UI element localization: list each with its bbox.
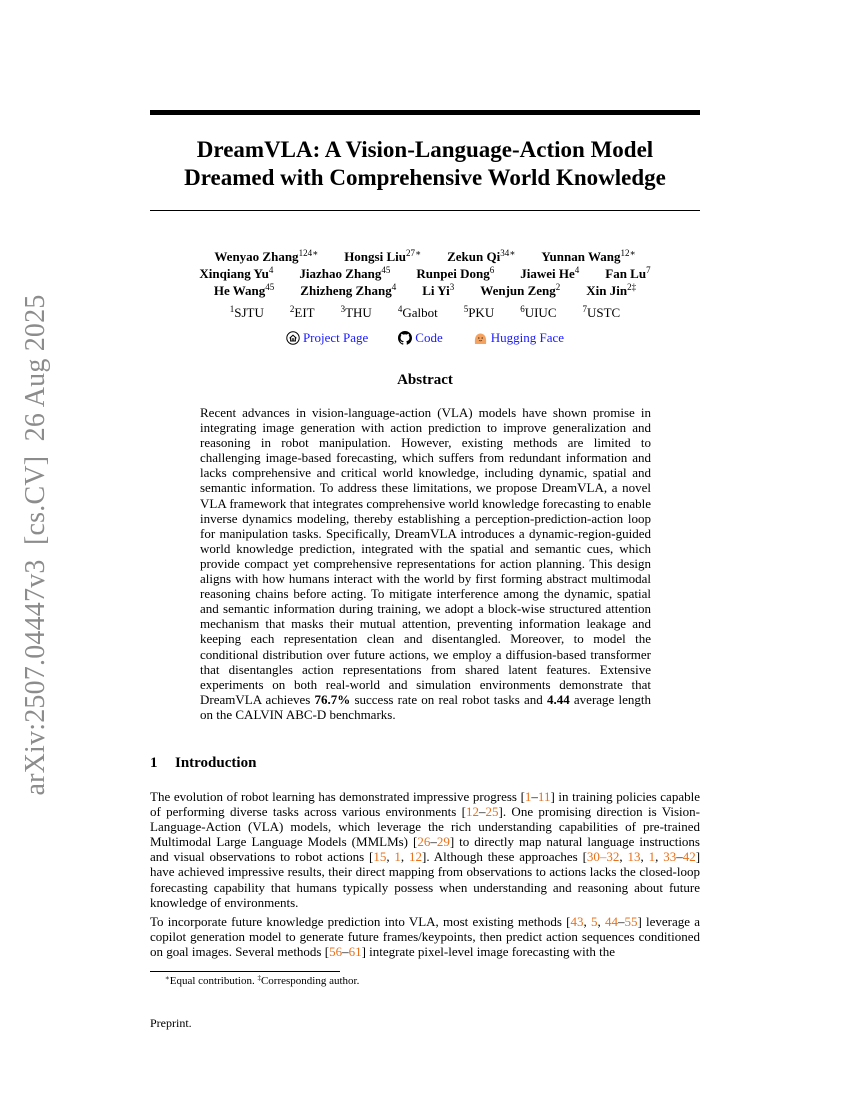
arxiv-identifier-stamp: arXiv:2507.04447v3 [cs.CV] 26 Aug 2025 [20, 294, 51, 796]
footnote: ∗Equal contribution. ‡Corresponding author. [165, 974, 360, 987]
section-number: 1 [150, 755, 158, 771]
author: Zhizheng Zhang$^4$ [300, 282, 397, 298]
affiliation: $^3$THU [340, 304, 372, 320]
author: Yunnan Wang$^{12∗}$ [541, 248, 636, 264]
author: Li Yi$^3$ [422, 282, 455, 298]
author-row-3 [150, 282, 700, 299]
author: He Wang$^{45}$ [213, 282, 275, 298]
citation-link[interactable]: 26 [417, 834, 431, 850]
author-list [150, 248, 700, 299]
affiliation: $^4$Galbot [397, 304, 438, 320]
affiliation: $^5$PKU [463, 304, 495, 320]
average-length-value: 4.44 [546, 691, 570, 707]
section-heading-introduction [150, 755, 256, 772]
title-line-1: DreamVLA: A Vision-Language-Action Model [196, 137, 654, 162]
affiliation: $^2$EIT [289, 304, 315, 320]
author: Hongsi Liu$^{27∗}$ [344, 248, 422, 264]
citation-link[interactable]: 11 [537, 789, 551, 804]
project-page-label: Project Page [302, 330, 369, 345]
citation-link[interactable]: 55 [624, 914, 638, 929]
affiliation-list [150, 305, 700, 321]
intro-paragraph-1: The evolution of robot learning has demonstrated impressive progress [1–11] in training policies capable of performing diverse tasks across various environments [12–25]. One promising direction is Vision-Language-Action (VLA) models, which leverage the rich understanding capabilities of pre-trained Multimodal Large Language Models (MMLMs) [26–29] to directly map natural language instructions and visual observations to robot actions [15, 1, 12]. Although these approaches [30–32, 13, 1, 33–42] have achieved impressive results, their direct mapping from observations to actions lacks the closed-loop forecasting capability that humans typically possess when understanding and reasoning about future knowledge of environments. [150, 789, 701, 910]
abstract-heading: Abstract [397, 372, 453, 388]
citation-link[interactable]: 15 [373, 849, 387, 865]
citation-link[interactable]: 61 [348, 944, 362, 960]
title-top-rule [150, 110, 700, 115]
citation-link[interactable]: 33 [663, 849, 677, 865]
author: Wenjun Zeng$^2$ [480, 282, 561, 298]
author: Jiawei He$^4$ [520, 265, 580, 281]
code-label: Code [415, 330, 443, 345]
code-link[interactable] [398, 330, 442, 346]
footnote-rule [150, 971, 340, 972]
abstract-body: Recent advances in vision-language-action (VLA) models have shown promise in integrating image generation with action prediction to improve generalization and reasoning in robot manipulation. However, existing methods are limited to challenging image-based forecasting, which suffers from redundant information and lacks comprehensive and critical world knowledge, including dynamic, spatial and semantic information. To address these limitations, we propose DreamVLA, a novel VLA framework that integrates comprehensive world knowledge forecasting to enable inverse dynamics modeling, thereby establishing a perception-prediction-action loop for manipulation tasks. Specifically, DreamVLA introduces a dynamic-region-guided world knowledge prediction, integrated with the spatial and semantic cues, which provide compact yet comprehensive representations for action planning. This design aligns with how humans interact with the world by first forming abstract multimodal reasoning chains before acting. To mitigate interference among the dynamic, spatial and semantic information during training, we adopt a block-wise structured attention mechanism that masks their mutual attention, preventing information leakage and keeping each representation clean and disentangled. Moreover, to model the conditional distribution over future actions, we employ a diffusion-based transformer that disentangles action representations from shared latent features. Extensive experiments on both real-world and simulation environments demonstrate that DreamVLA achieves 76.7% success rate on real robot tasks and 4.44 average length on the CALVIN ABC-D benchmarks. [200, 405, 652, 722]
author: Runpei Dong$^6$ [416, 265, 495, 281]
hugging-face-label: Hugging Face [490, 330, 565, 345]
citation-link[interactable]: 5 [590, 914, 598, 929]
author: Jiazhao Zhang$^{45}$ [299, 265, 391, 281]
home-icon [286, 331, 300, 345]
author: Xin Jin$^{2\ddagger}$ [586, 282, 637, 298]
citation-link[interactable]: 42 [682, 849, 696, 865]
citation-link[interactable]: 25 [485, 804, 499, 820]
preprint-label: Preprint. [150, 1016, 192, 1030]
citation-link[interactable]: 29 [436, 834, 450, 850]
paper-title [150, 136, 700, 192]
citation-link[interactable]: 56 [329, 944, 343, 960]
citation-link[interactable]: 30–32 [586, 849, 620, 865]
section-title: Introduction [175, 755, 257, 771]
hugging-face-icon [473, 331, 488, 345]
title-line-2: Dreamed with Comprehensive World Knowledge [184, 165, 666, 190]
author: Zekun $Qi^{34∗}$ [447, 248, 516, 264]
author: Fan Lu$^7$ [605, 265, 651, 281]
citation-link[interactable]: 1 [394, 849, 401, 865]
resource-links [150, 330, 700, 346]
intro-paragraph-2: To incorporate future knowledge prediction into VLA, most existing methods [43, 5, 44–55] leverage a copilot generation model to generate future frames/keypoints, then predict action sequences conditioned on goal images. Several methods [56–61] integrate pixel-level image forecasting with the [150, 914, 701, 960]
success-rate-value: 76.7% [314, 691, 351, 707]
affiliation: $^1$SJTU [229, 304, 264, 320]
hugging-face-link[interactable] [473, 330, 564, 346]
citation-link[interactable]: 12 [409, 849, 423, 865]
citation-link[interactable]: 12 [466, 804, 480, 820]
citation-link[interactable]: 13 [627, 849, 641, 865]
citation-link[interactable]: 1 [648, 849, 656, 865]
author: Wenyao Zhang$^{124∗}$ [214, 248, 319, 264]
citation-link[interactable]: 44 [604, 914, 618, 929]
author: Xinqiang Yu$^4$ [199, 265, 274, 281]
citation-link[interactable]: 43 [570, 914, 584, 929]
project-page-link[interactable] [286, 330, 368, 346]
author-row-1 [150, 248, 700, 265]
citation-link[interactable]: 1 [524, 789, 532, 804]
title-bottom-rule [150, 210, 700, 211]
affiliation: $^7$USTC [582, 304, 621, 320]
affiliation: $^6$UIUC [520, 304, 557, 320]
author-row-2 [150, 265, 700, 282]
github-icon [398, 331, 412, 345]
